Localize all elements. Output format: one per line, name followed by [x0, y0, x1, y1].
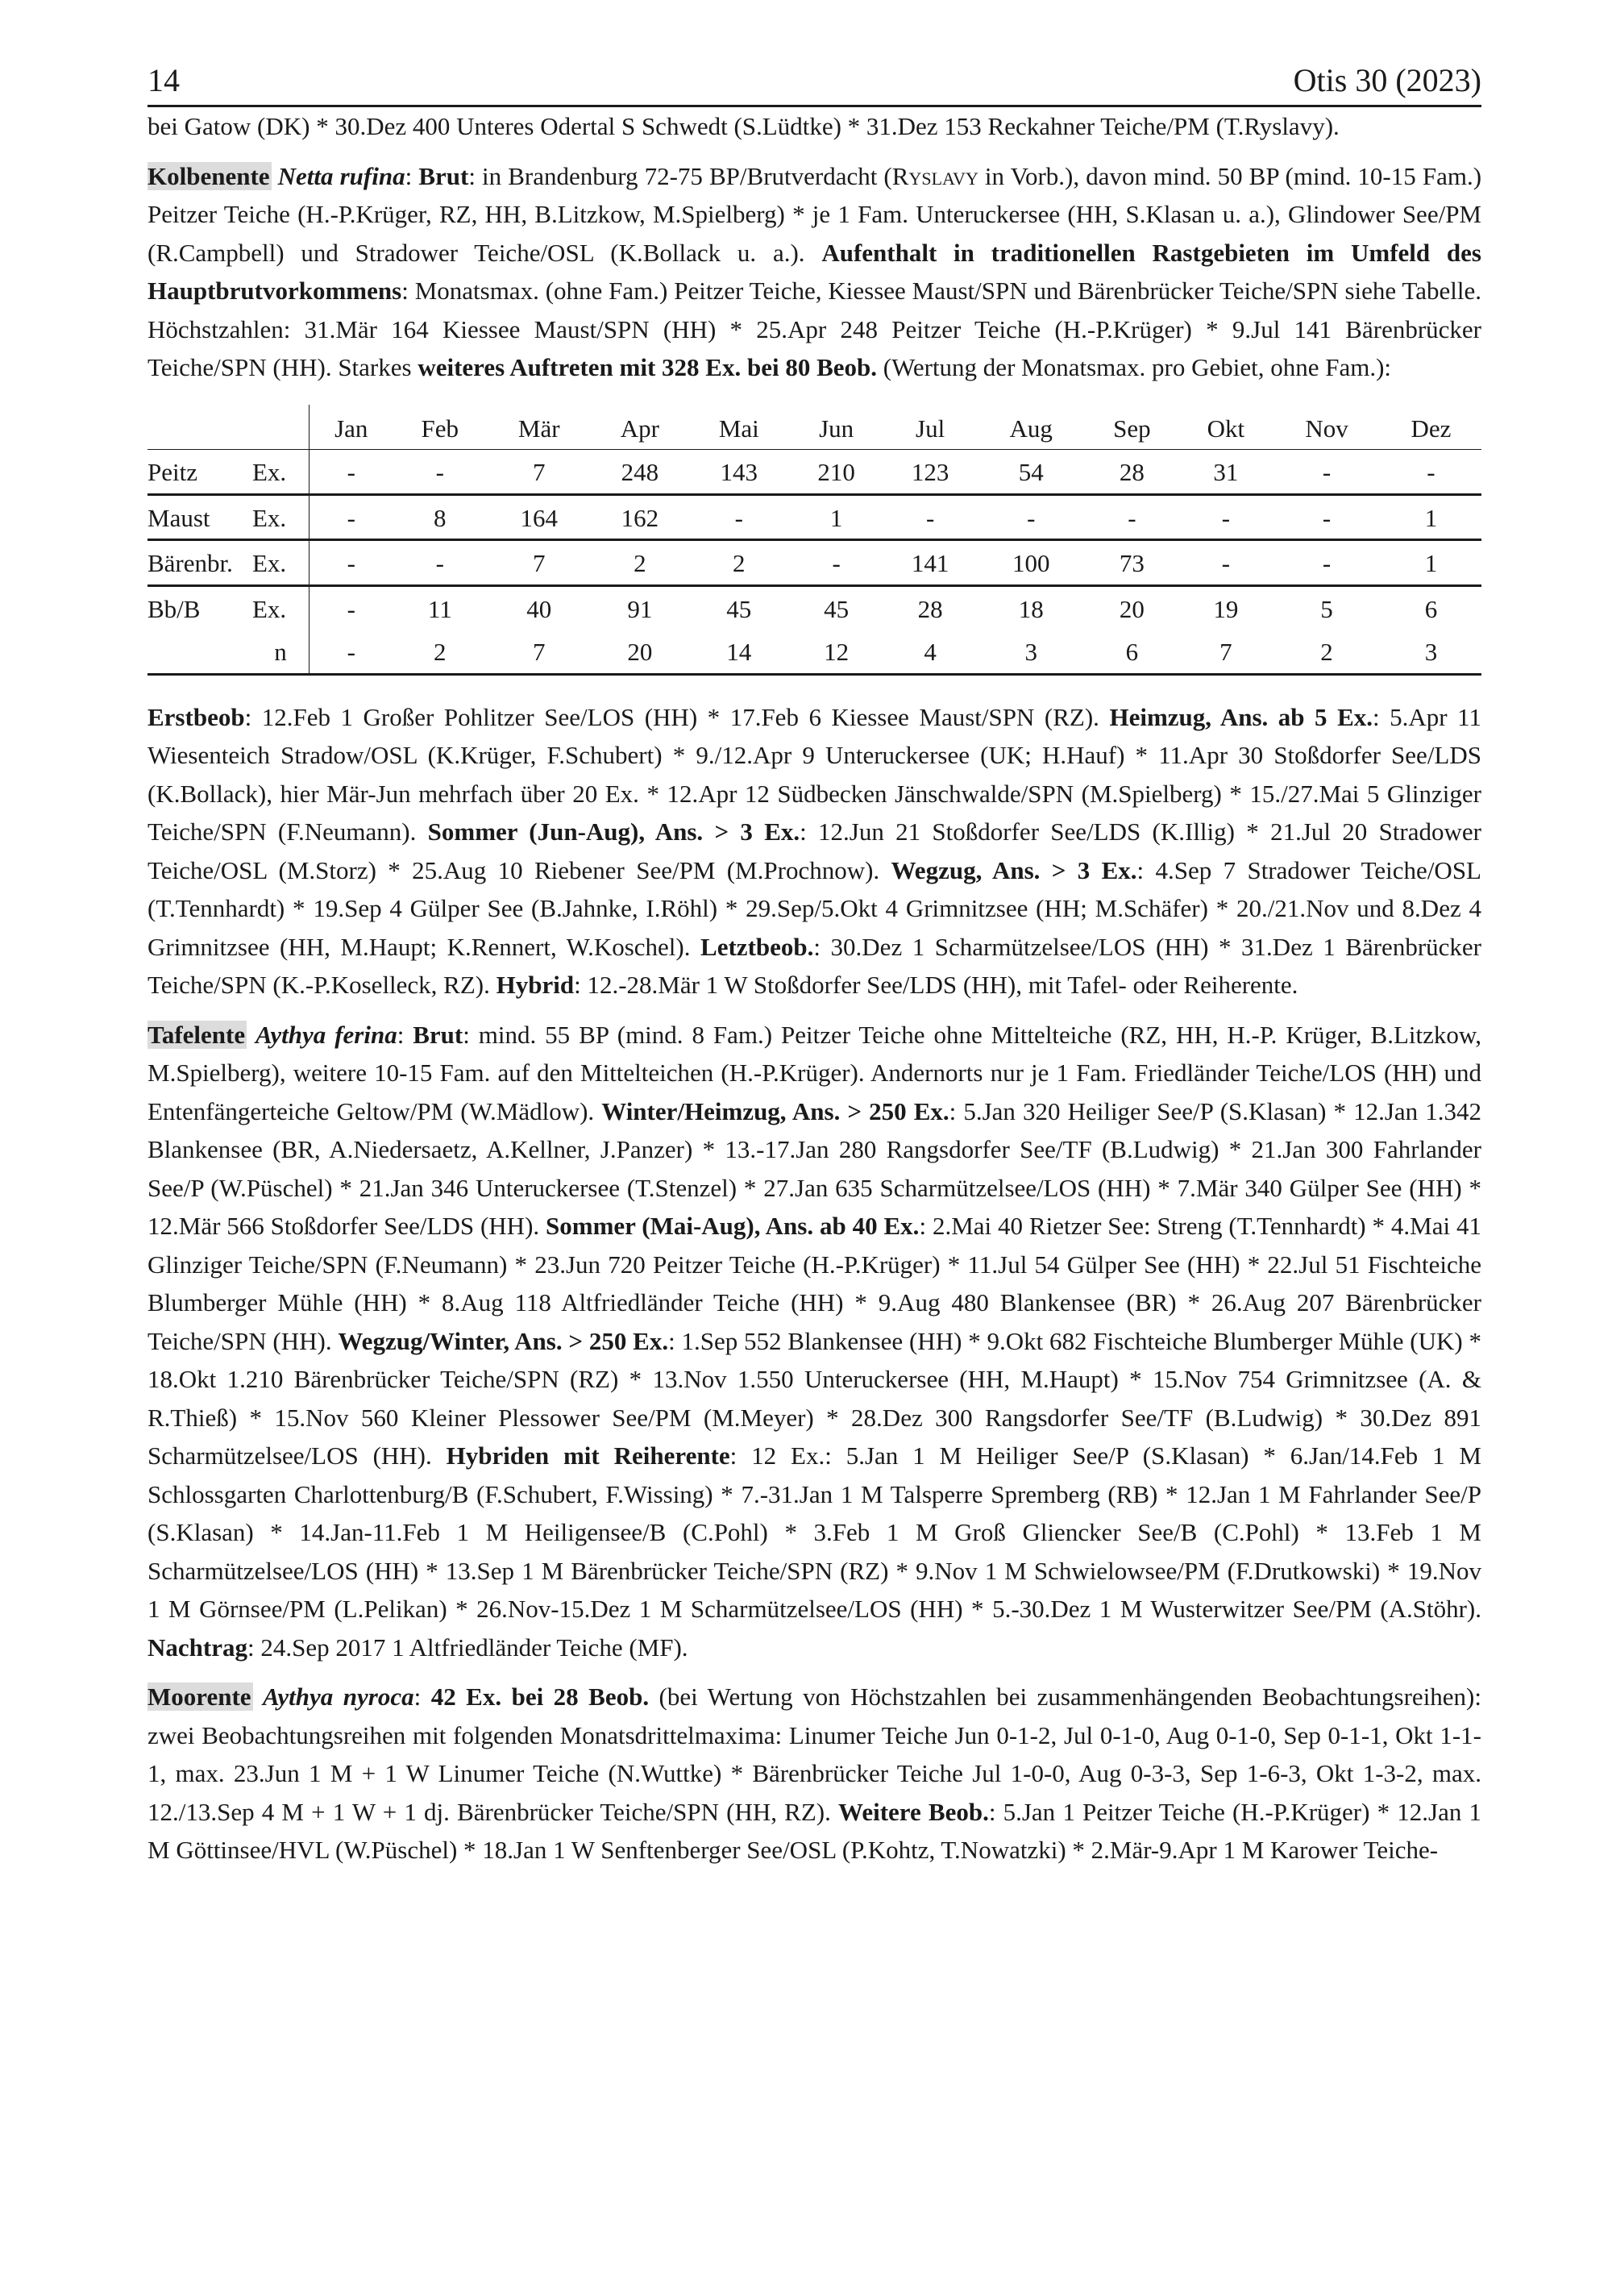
latin-name: Aythya ferina: [256, 1020, 397, 1049]
cell: 45: [726, 594, 752, 623]
cell: -: [347, 594, 355, 623]
cell: -: [1085, 494, 1179, 540]
cell: 91: [627, 594, 653, 623]
cell: 123: [883, 450, 978, 495]
article-body: [147, 107, 1481, 1870]
cell: 20: [1119, 594, 1145, 623]
row-label: Peitz: [147, 450, 252, 495]
cell: 54: [977, 450, 1085, 495]
letztbeob-text: : 30.Dez 1 Scharmützelsee/LOS (HH) * 31.Dez 1 Bärenbrücker Teiche/SPN (K.-P.Koselleck, RZ).: [147, 932, 1481, 999]
cell: 1: [1381, 540, 1481, 586]
weitere-beob-text: : 5.Jan 1 Peitzer Teiche (H.-P.Krüger) * 12.Jan 1 M Göttinsee/HVL (W.Püschel) * 18.Jan 1 W Senftenberger See/OSL (P.Kohtz, T.Nowatzki) * 2.Mär-9.Apr 1 M Karower Teiche-: [147, 1797, 1481, 1864]
section-label-aufenthalt: Aufenthalt in traditionellen Rastgebieten im Umfeld des Hauptbrutvorkommens: [147, 238, 1481, 305]
section-label-weitere-beob: Weitere Beob.: [838, 1797, 989, 1826]
page-number: 14: [147, 62, 180, 98]
cell: -: [1179, 540, 1273, 586]
table-row: [147, 630, 1481, 674]
journal-title: Otis 30 (2023): [1293, 62, 1481, 98]
cell: 45: [824, 594, 850, 623]
cell: -: [393, 540, 488, 586]
section-label-nachtrag: Nachtrag: [147, 1633, 247, 1662]
cell: -: [310, 494, 393, 540]
column-header: Sep: [1085, 405, 1179, 450]
row-unit: Ex.: [252, 494, 310, 540]
species-name-moorente: Moorente: [147, 1682, 251, 1711]
brut-text: in Vorb.), davon mind. 50 BP (mind. 10-15 Fam.) Peitzer Teiche (H.-P.Krüger, RZ, HH, B.Litzkow, M.Spielberg) * je 1 Fam. Unteruckersee (HH, S.Klasan u. a.), Glindower See/PM (R.Campbell) und Stradower Teiche/OSL (K.Bollack u. a.).: [147, 161, 1482, 267]
cell: 31: [1179, 450, 1273, 495]
cell: 40: [526, 594, 552, 623]
cell: 20: [591, 630, 688, 674]
cell: 7: [487, 450, 591, 495]
cell: 4: [883, 630, 978, 674]
wegzug-text: : 1.Sep 552 Blankensee (HH) * 9.Okt 682 Fischteiche Blumberger Mühle (UK) * 18.Okt 1.210 Bärenbrücker Teiche/SPN (RZ) * 13.Nov 1.550 Unteruckersee (HH, M.Haupt) * 15.Nov 754 Grimnitzsee (A. & R.Thieß) * 15.Nov 560 Kleiner Plessower See/PM (M.Meyer) * 28.Dez 300 Rangsdorfer See/TF (B.Ludwig) * 30.Dez 891 Scharmützelsee/LOS (HH).: [147, 1326, 1481, 1470]
cell: 28: [917, 594, 943, 623]
row-label: Bb/B: [147, 594, 201, 623]
row-unit: Ex.: [252, 450, 310, 495]
cell: 7: [487, 630, 591, 674]
column-header: Apr: [591, 405, 688, 450]
sommer-text: : 2.Mai 40 Rietzer See: Streng (T.Tennhardt) * 4.Mai 41 Glinziger Teiche/SPN (F.Neumann) * 23.Jun 720 Peitzer Teiche (H.-P.Krüger) * 11.Jul 54 Gülper See (HH) * 22.Jul 51 Fischteiche Blumberger Mühle (HH) * 8.Aug 118 Altfriedländer Teiche (HH) * 9.Aug 480 Blankensee (BR) * 26.Aug 207 Bärenbrücker Teiche/SPN (HH).: [147, 1212, 1481, 1355]
row-unit: n: [252, 630, 310, 674]
cell: 5: [1320, 594, 1333, 623]
column-header: Mär: [487, 405, 591, 450]
cell: -: [977, 494, 1085, 540]
section-label-wegzug-winter: Wegzug/Winter, Ans. > 250 Ex.: [338, 1326, 669, 1355]
cell: 6: [1085, 630, 1179, 674]
latin-name: Aythya nyroca: [263, 1682, 414, 1711]
cell: 6: [1424, 594, 1438, 623]
section-label-erstbeob: Erstbeob: [147, 702, 245, 731]
cell: 143: [688, 450, 789, 495]
cell: 3: [1381, 630, 1481, 674]
cell: 2: [1273, 630, 1381, 674]
hybrid-text: : 12.-28.Mär 1 W Stoßdorfer See/​LDS (HH), mit Tafel- oder Reiherente.: [574, 971, 1298, 999]
section-label-weiteres: weiteres Auftreten mit 328 Ex. bei 80 Beob.: [418, 353, 878, 381]
blank-header: [147, 405, 252, 450]
table-row: [147, 494, 1481, 540]
erstbeob-text: : 12.Feb 1 Großer Pohlitzer See/LOS (HH) * 17.Feb 6 Kiessee Maust/SPN (RZ).: [244, 702, 1110, 731]
blank-header: [252, 405, 310, 450]
journal-page: [147, 64, 1481, 1881]
intro-text: bei Gatow (DK) * 30.Dez 400 Unteres Odertal S Schwedt (S.Lüdtke) * 31.Dez 153 Reckahner Teiche/PM (T.Ryslavy).: [147, 112, 1340, 140]
cell: 8: [393, 494, 488, 540]
section-label-brut: Brut: [418, 161, 469, 190]
cell: -: [1273, 494, 1381, 540]
cell: -: [310, 540, 393, 586]
cell: 141: [883, 540, 978, 586]
cell: -: [310, 630, 393, 674]
column-header: Nov: [1273, 405, 1381, 450]
winter-text: : 5.Jan 320 Heiliger See/P (S.Klasan) * 12.Jan 1.342 Blankensee (BR, A.Niedersaetz, A.Kellner, J.Panzer) * 13.-17.Jan 280 Rangsdorfer See/TF (B.Ludwig) * 21.Jan 300 Fahrlander See/P (W.Püschel) * 21.Jan 346 Unteruckersee (T.Stenzel) * 27.Jan 635 Scharmützelsee/LOS (HH) * 7.Mär 340 Gülper See (HH) * 12.Mär 566 Stoßdorfer See/LDS (HH).: [147, 1096, 1481, 1240]
tafelente-paragraph: Tafelente Aythya ferina: Brut: mind. 55 BP (mind. 8 Fam.) Peitzer Teiche ohne Mittelteiche (RZ, HH, H.-P. Krüger, B.Litzkow, M.Spielberg), weitere 10-15 Fam. auf den Mittelteichen (H.-P.Krüger). Andernorts nur je 1 Fam. Friedländer Teiche/LOS (HH) und Entenfängerteiche Geltow/PM (W.Mädlow). Winter/Heimzug, Ans. > 250 Ex.: 5.Jan 320 Heiliger See/P (S.Klasan) * 12.Jan 1.342 Blankensee (BR, A.Niedersaetz, A.Kellner, J.Panzer) * 13.-17.Jan 280 Rangsdorfer See/TF (B.Ludwig) * 21.Jan 300 Fahrlander See/P (W.Püschel) * 21.Jan 346 Unteruckersee (T.Stenzel) * 27.Jan 635 Scharmützelsee/LOS (HH) * 7.Mär 340 Gülper See (HH) * 12.Mär 566 Stoßdorfer See/LDS (HH). Sommer (Mai-Aug), Ans. ab 40 Ex.: 2.Mai 40 Rietzer See: Streng (T.Tennhardt) * 4.Mai 41 Glinziger Teiche/SPN (F.Neumann) * 23.Jun 720 Peitzer Teiche (H.-P.Krüger) * 11.Jul 54 Gülper See (HH) * 22.Jul 51 Fischteiche Blumberger Mühle (HH) * 8.Aug 118 Altfriedländer Teiche (HH) * 9.Aug 480 Blankensee (BR) * 26.Aug 207 Bärenbrücker Teiche/SPN (HH). Wegzug/Winter, Ans. > 250 Ex.: 1.Sep 552 Blankensee (HH) * 9.Okt 682 Fischteiche Blumberger Mühle (UK) * 18.Okt 1.210 Bärenbrücker Teiche/SPN (RZ) * 13.Nov 1.550 Unteruckersee (HH, M.Haupt) * 15.Nov 754 Grimnitzsee (A. & R.Thieß) * 15.Nov 560 Kleiner Plessower See/PM (M.Meyer) * 28.Dez 300 Rangsdorfer See/TF (B.Ludwig) * 30.Dez 891 Scharmützelsee/LOS (HH). Hybriden mit Reiherente: 12 Ex.: 5.Jan 1 M Heiliger See/P (S.Klasan) * 6.Jan/14.Feb 1 M Schlossgarten Charlottenburg/B (F.Schubert, F.Wissing) * 7.-31.Jan 1 M Talsperre Spremberg (RB) * 12.Jan 1 M Fahrlander See/P (S.Klasan) * 14.Jan-11.Feb 1 M Heiligensee/B (C.Pohl) * 3.Feb 1 M Groß Gliencker See/B (C.Pohl) * 13.Feb 1 M Scharmützelsee/LOS (HH) * 13.Sep 1 M Bärenbrücker Teiche/SPN (RZ) * 9.Nov 1 M Schwielowsee/PM (F.Drutkowski) * 19.Nov 1 M Görnsee/PM (L.Pelikan) * 26.Nov-15.Dez 1 M Scharmützelsee/LOS (HH) * 5.-30.Dez 1 M Wusterwitzer See/PM (A.Stöhr). Nachtrag: 24.Sep 2017 1 Altfriedländer Teiche (MF).: [147, 1020, 1482, 1662]
row-label: [147, 630, 252, 674]
section-label-heimzug: Heimzug, Ans. ab 5 Ex.: [1109, 702, 1373, 731]
cell: 28: [1085, 450, 1179, 495]
section-label-letztbeob: Letztbeob.: [700, 932, 814, 961]
cell: 1: [1381, 494, 1481, 540]
count-summary: 42 Ex. bei 28 Beob.: [430, 1682, 650, 1711]
section-label-sommer: Sommer (Jun-Aug), Ans. > 3 Ex.: [427, 817, 800, 846]
aufenthalt-text: : Monatsmax. (ohne Fam.) Peitzer Teiche, Kiessee Maust/SPN und Bärenbrücker Teiche/SPN siehe Tabelle. Höchstzahlen: 31.Mär 164 Kiessee Maust/SPN (HH) * 25.Apr 248 Peitzer Teiche (H.-P.Krüger) * 9.Jul 141 Bärenbrücker Teiche/SPN (HH). Starkes: [147, 277, 1481, 381]
weiteres-text: (Wertung der Monatsmax. pro Gebiet, ohne Fam.):: [877, 353, 1392, 381]
cell: 12: [789, 630, 883, 674]
brut-text: : in Brandenburg 72-75 BP/Brutverdacht (: [468, 161, 892, 190]
cited-author: Ryslavy: [891, 161, 978, 190]
running-head: [147, 64, 1481, 107]
cell: -: [1179, 494, 1273, 540]
table-row: [147, 585, 1481, 630]
row-unit: Ex.: [252, 594, 287, 623]
cell: 19: [1213, 594, 1239, 623]
row-label: Maust: [147, 494, 252, 540]
kolbenente-details-paragraph: [147, 698, 1481, 1004]
column-header: Feb: [393, 405, 488, 450]
cell: -: [789, 540, 883, 586]
cell: 100: [977, 540, 1085, 586]
sommer-text: : 12.Jun 21 Stoßdorfer See/LDS (K.Illig) * 21.Jul 20 Stradower Teiche/OSL (M.Storz) * 25.Aug 10 Riebener See/PM (M.Prochnow).: [147, 817, 1481, 884]
latin-name: Netta rufina: [277, 161, 405, 190]
cell: -: [688, 494, 789, 540]
column-header: Jan: [310, 405, 393, 450]
row-label: Bärenbr.: [147, 540, 252, 586]
cell: 1: [789, 494, 883, 540]
section-label-hybrid: Hybrid: [496, 971, 575, 999]
cell: 11: [427, 594, 452, 623]
column-header: Mai: [688, 405, 789, 450]
species-name-tafelente: Tafelente: [147, 1020, 246, 1049]
monthly-max-table: [147, 405, 1481, 676]
cell: 3: [977, 630, 1085, 674]
cell: -: [310, 450, 393, 495]
section-label-sommer: Sommer (Mai-Aug), Ans. ab 40 Ex.: [546, 1212, 920, 1240]
moorente-paragraph: Moorente Aythya nyroca: 42 Ex. bei 28 Beob. (bei Wertung von Höchstzahlen bei zusammenhängenden Beobachtungsreihen): zwei Beobachtungsreihen mit folgenden Monatsdrittelmaxima: Linumer Teiche Jun 0-1-2, Jul 0-1-0, Aug 0-1-0, Sep 0-1-1, Okt 1-1-1, max. 23.Jun 1 M + 1 W Linumer Teiche (N.Wuttke) * Bärenbrücker Teiche Jul 1-0-0, Aug 0-3-3, Sep 1-6-3, Okt 1-3-2, max. 12./13.Sep 4 M + 1 W + 1 dj. Bärenbrücker Teiche/SPN (HH, RZ). Weitere Beob.: 5.Jan 1 Peitzer Teiche (H.-P.Krüger) * 12.Jan 1 M Göttinsee/HVL (W.Püschel) * 18.Jan 1 W Senftenberger See/OSL (P.Kohtz, T.Nowatzki) * 2.Mär-9.Apr 1 M Karower Teiche-: [147, 1682, 1481, 1864]
column-header: Aug: [977, 405, 1085, 450]
cell: 162: [591, 494, 688, 540]
cell: 2: [393, 630, 488, 674]
cell: 2: [688, 540, 789, 586]
table-row: [147, 540, 1481, 586]
cell: 14: [688, 630, 789, 674]
cell: -: [1273, 450, 1381, 495]
cell: -: [393, 450, 488, 495]
wegzug-text: : 4.Sep 7 Stradower Teiche/OSL (T.Tennhardt) * 19.Sep 4 Gülper See (B.Jahnke, I.Röhl) * 29.Sep/5.Okt 4 Grimnitzsee (HH; M.Schäfer) * 20./21.Nov und 8.Dez 4 Grimnitzsee (HH, M.Haupt; K.Rennert, W.Koschel).: [147, 855, 1481, 961]
heimzug-text: : 5.Apr 11 Wiesenteich Stradow/OSL (K.Krüger, F.Schubert) * 9./12.Apr 9 Unteruckersee (UK; H.Hauf) * 11.Apr 30 Stoßdorfer See/LDS (K.Bollack), hier Mär-Jun mehrfach über 20 Ex. * 12.Apr 12 Südbecken Jänschwalde/SPN (M.Spielberg) * 15./27.Mai 5 Glinziger Teiche/SPN (F.Neumann).: [147, 702, 1481, 846]
cell: 18: [1018, 594, 1044, 623]
section-label-brut: Brut: [413, 1020, 463, 1049]
observation-series-text: (bei Wertung von Höchstzahlen bei zusammenhängenden Beobachtungsreihen): zwei Beobachtungsreihen mit folgenden Monatsdrittelmaxima: Linumer Teiche Jun 0-1-2, Jul 0-1-0, Aug 0-1-0, Sep 0-1-1, Okt 1-1-1, max. 23.Jun 1 M + 1 W Linumer Teiche (N.Wuttke) * Bärenbrücker Teiche Jul 1-0-0, Aug 0-3-3, Sep 1-6-3, Okt 1-3-2, max. 12./13.Sep 4 M + 1 W + 1 dj. Bärenbrücker Teiche/SPN (HH, RZ).: [147, 1682, 1481, 1826]
hybriden-text: : 12 Ex.: 5.Jan 1 M Heiliger See/P (S.Klasan) * 6.Jan/14.Feb 1 M Schlossgarten Charlottenburg/B (F.Schubert, F.Wissing) * 7.-31.Jan 1 M Talsperre Spremberg (RB) * 12.Jan 1 M Fahrlander See/P (S.Klasan) * 14.Jan-11.Feb 1 M Heiligensee/B (C.Pohl) * 3.Feb 1 M Groß Gliencker See/B (C.Pohl) * 13.Feb 1 M Scharmützelsee/LOS (HH) * 13.Sep 1 M Bärenbrücker Teiche/SPN (RZ) * 9.Nov 1 M Schwielowsee/PM (F.Drutkowski) * 19.Nov 1 M Görnsee/PM (L.Pelikan) * 26.Nov-15.Dez 1 M Scharmützelsee/LOS (HH) * 5.-30.Dez 1 M Wusterwitzer See/PM (A.Stöhr).: [147, 1441, 1481, 1623]
column-header: Okt: [1179, 405, 1273, 450]
cell: 7: [1179, 630, 1273, 674]
cell: 248: [591, 450, 688, 495]
column-header: Dez: [1381, 405, 1481, 450]
cell: 210: [789, 450, 883, 495]
section-label-hybriden: Hybriden mit Reiherente: [446, 1441, 730, 1470]
table-row: [147, 450, 1481, 495]
section-label-wegzug: Wegzug, Ans. > 3 Ex.: [891, 855, 1137, 884]
cell: -: [1381, 450, 1481, 495]
cell: 2: [591, 540, 688, 586]
nachtrag-text: : 24.Sep 2017 1 Altfriedländer Teiche (MF).: [247, 1633, 688, 1662]
species-name-kolbenente: Kolbenente: [147, 161, 270, 190]
cell: 73: [1085, 540, 1179, 586]
column-header: Jun: [789, 405, 883, 450]
cell: -: [883, 494, 978, 540]
cell: -: [1273, 540, 1381, 586]
row-unit: Ex.: [252, 540, 310, 586]
brut-text: : mind. 55 BP (mind. 8 Fam.) Peitzer Teiche ohne Mittelteiche (RZ, HH, H.-P. Krüger, B.Litzkow, M.Spielberg), weitere 10-15 Fam. auf den Mittelteichen (H.-P.Krüger). Andernorts nur je 1 Fam. Friedländer Teiche/LOS (HH) und Entenfängerteiche Geltow/PM (W.Mädlow).: [147, 1020, 1482, 1125]
section-label-winter-heimzug: Winter/Heimzug, Ans. > 250 Ex.: [601, 1096, 949, 1125]
cell: 7: [487, 540, 591, 586]
kolbenente-paragraph: Kolbenente Netta rufina: Brut: in Brandenburg 72-75 BP/Brutverdacht (Ryslavy in Vorb.), davon mind. 50 BP (mind. 10-15 Fam.) Peitzer Teiche (H.-P.Krüger, RZ, HH, B.Litzkow, M.Spielberg) * je 1 Fam. Unteruckersee (HH, S.Klasan u. a.), Glindower See/PM (R.Campbell) und Stradower Teiche/OSL (K.Bollack u. a.). Aufenthalt in traditionellen Rastgebieten im Umfeld des Hauptbrutvorkommens: Monatsmax. (ohne Fam.) Peitzer Teiche, Kiessee Maust/SPN und Bärenbrücker Teiche/SPN siehe Tabelle. Höchstzahlen: 31.Mär 164 Kiessee Maust/SPN (HH) * 25.Apr 248 Peitzer Teiche (H.-P.Krüger) * 9.Jul 141 Bärenbrücker Teiche/SPN (HH). Starkes weiteres Auftreten mit 328 Ex. bei 80 Beob. (Wertung der Monatsmax. pro Gebiet, ohne Fam.):: [147, 161, 1482, 381]
intro-paragraph: [147, 107, 1481, 146]
cell: 164: [487, 494, 591, 540]
column-header: Jul: [883, 405, 978, 450]
table-header-row: [147, 405, 1481, 450]
